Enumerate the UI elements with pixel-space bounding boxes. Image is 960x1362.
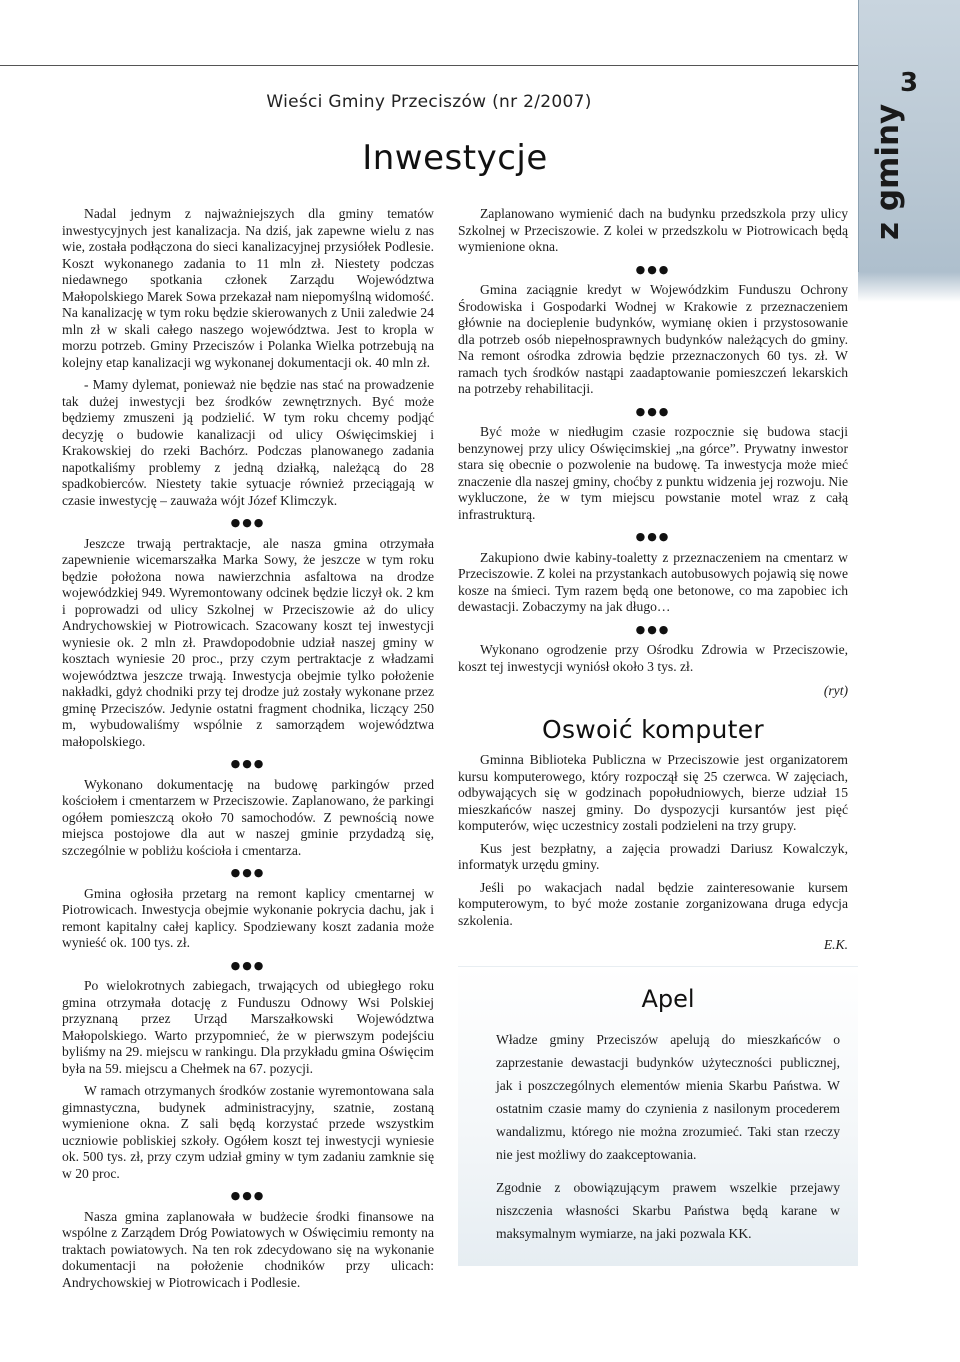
paragraph: Nadal jednym z najważniejszych dla gminy tematów inwestycyjnych jest kanalizacja. Na dziś, jak zapewne wielu z nas wie, została podłączona do sieci kanalizacyjnej przysiółek Podlesie. Koszt wykonanego zadania to 11 mln zł. Niestety podczas niedawnego spotkania członek Zarządu Województwa Małopolskiego Marek Sowa przekazał nam niepomyślną widomość. Na kanalizację w tym roku będzie skierowanych z Unii zaledwie 24 mln zł w skali całego naszego województwa. Jest to kropla w morzu potrzeb. Gminy Przeciszów i Polanka Wielka potrzebują na kolejny etap kanalizacji wg wykonanej dokumentacji ok. 40 mln zł. [62,206,434,370]
side-tab-fade [858,272,960,302]
paragraph: Wykonano ogrodzenie przy Ośrodku Zdrowia w Przeciszowie, koszt tej inwestycji wyniósł około 3 tys. zł. [458,642,848,674]
separator: ●●● [230,958,266,972]
article-title-komputer: Oswoić komputer [542,714,764,744]
separator: ●●● [230,516,266,529]
separator: ●●● [635,262,671,276]
article-title-apel: Apel [641,985,695,1013]
paragraph: Zgodnie z obowiązującym prawem wszelkie przejawy niszczenia własności Skarbu Państwa będą karane w maksymalnym wymiarze, na jaki pozwala KK. [496,1180,840,1241]
separator: ●●● [230,1189,266,1202]
paragraph: Władze gminy Przeciszów apelują do mieszkańców o zaprzestanie dewastacji budynków użyteczności publicznej, jak i poszczególnych elementów mienia Skarbu Państwa. W ostatnim czasie mamy do czynienia z nasilonym procederem wandalizmu, którego nie można zrozumieć. Taki stan rzeczy nie jest możliwy do zaakceptowania. [496,1032,840,1162]
author-signature: E.K. [823,937,848,952]
apel-text [496,1028,840,1255]
paragraph: Jeśli po wakacjach nadal będzie zainteresowanie kursem komputerowym, to być może zostanie zorganizowana druga edycja szkolenia. [458,879,848,928]
paragraph: Nasza gmina zaplanowała w budżecie środki finansowe na wspólne z Zarządem Dróg Powiatowych w Oświęcimiu remonty na traktach powiatowych. Na ten rok zdecydowano się na wykonanie dokumentacji na położenie chodników przy ulicach: Andrychowskiej w Piotrowicach i Podlesie. [62,1208,434,1290]
paragraph: Zakupiono dwie kabiny-toaletty z przeznaczeniem na cmentarz w Przeciszowie. Z kolei na przystankach autobusowych pojawią się nowe kosze na śmieci. Tym razem będą one betonowe, co ma zapobiec ich dewastacji. Zobaczymy na jak długo… [458,549,848,614]
page-number: 3 [899,68,919,98]
paragraph: Być może w niedługim czasie rozpocznie się budowa stacji benzynowej przy ulicy Oświęcimskiej „na górce”. Prywatny inwestor stara się obecnie o pozwolenie na budowę. Ta inwestycja może mieć znaczenie dla naszej gminy, choćby z punktu widzenia jej rozwoju. Nie wykluczone, że w tym miejscu powstanie motel wraz z całą infrastrukturą. [458,424,848,522]
section-side-label: z gminy [870,103,906,240]
separator: ●●● [230,757,266,770]
separator: ●●● [230,866,266,879]
separator: ●●● [635,404,671,418]
separator: ●●● [635,530,671,543]
paragraph: Zaplanowano wymienić dach na budynku przedszkola przy ulicy Szkolnej w Przeciszowie. Z kolei w przedszkolu w Piotrowicach będą wymienione okna. [458,206,848,254]
paragraph: Gmina zaciągnie kredyt w Wojewódzkim Funduszu Ochrony Środowiska i Gospodarki Wodnej w Krakowie z przeznaczeniem głównie na docieplenie budynków, wymianę okien i przystosowanie dla potrzeb osób niepełnosprawnych budynków należących do gminy. Na remont ośrodka zdrowia będzie przeznaczonych 60 tys. zł. W ramach tych środków nastąpi zaadaptowanie pomieszczeń lekarskich na potrzeby rehabilitacji. [458,282,848,396]
paragraph: - Mamy dylemat, ponieważ nie będzie nas stać na prowadzenie tak dużej inwestycji bez środków zewnętrznych. Być może będziemy zmuszeni ją podzielić. W tym roku chcemy podjąć decyzję o budowie kanalizacji od ulicy Oświęcimskiej i Krakowskiej do rzeki Bachórz. Podczas planowanego zadania napotkaliśmy problemy z jedną działką, należącą do 28 spadkobierców. Niestety takie sytuacje również przeciągają w czasie inwestycję – zauważa wójt Józef Klimczyk. [62,377,434,508]
left-column [62,206,434,1297]
running-title: Wieści Gminy Przeciszów (nr 2/2007) [266,92,592,112]
author-signature: (ryt) [823,683,848,698]
paragraph: Wykonano dokumentację na budowę parkingów przed kościołem i cmentarzem w Przeciszowie. Zaplanowano, że parkingi ogółem pomieszczą około 70 samochodów. Z pewnością nowe miejsca postojowe dla aut w naszej gminie przydadzą się, szczególnie w pobliżu kościoła i cmentarza. [62,776,434,858]
paragraph: Jeszcze trwają pertraktacje, ale nasza gmina otrzymała zapewnienie wicemarszałka Marka Sowy, że jeszcze w tym roku będzie położona nowa nawierzchnia asfaltowa na drodze wojewódzkiej 949. Wyremontowany odcinek będzie liczył ok. 2 km i poprowadzi od ulicy Szkolnej w Przeciszowie aż do ulicy Andrychowskiej w Piotrowicach. Szacowany koszt tej inwestycji wyniesie ok. 2 mln zł. Prawdopodobnie udział naszej gminy w kosztach wyniesie 20 proc., przy czym pertraktacje z władzami województwa jeszcze trwają. Inwestycja obejmie tylko położenie nakładki, gdyż chodniki przy tej drodze już zostały wykonane przez gminę Przeciszów. Jedynie ostatni fragment chodnika, liczący 250 m, wybudowaliśmy wspólnie z samorządem województwa małopolskiego. [62,535,434,749]
paragraph: Gmina ogłosiła przetarg na remont kaplicy cmentarnej w Piotrowicach. Inwestycja obejmie wykonanie pokrycia dachu, jak i remont kapitalny całej kaplicy. Spodziewany koszt zadania może wynieść ok. 100 tys. zł. [62,885,434,950]
separator: ●●● [635,622,671,636]
paragraph: Gminna Biblioteka Publiczna w Przeciszowie jest organizatorem kursu komputerowego, który rozpoczął się 25 czerwca. W zajęciach, odbywających się w godzinach popołudniowych, bierze udział 15 mieszkańców naszej gminy. Do dyspozycji kursantów jest pięć komputerów, więc uczestnicy zostali podzieleni na trzy grupy. [458,752,848,833]
page-title: Inwestycje [362,138,548,178]
right-column [458,206,848,960]
paragraph: Po wielokrotnych zabiegach, trwających od ubiegłego roku gmina otrzymała dotację z Funduszu Odnowy Wsi Polskiej przyznaną przez Urząd Marszałkowski Województwa Małopolskiego. Warto przypomnieć, że w pierwszym podejściu byliśmy na 29. miejscu w rankingu. Dla przykładu gmina Oświęcim była na 59. miejscu a Chełmek na 67. pozycji. [62,978,434,1076]
paragraph: Kus jest bezpłatny, a zajęcia prowadzi Dariusz Kowalczyk, informatyk urzędu gminy. [458,840,848,872]
paragraph: W ramach otrzymanych środków zostanie wyremontowana sala gimnastyczna, budynek administracyjny, szatnie, zostaną wymienione okna. Z sali będą korzystać przede wszystkim uczniowie pobliskiej szkoły. Ogółem koszt tej inwestycji wyniesie ok. 500 tys. zł, przy czym udział gminy w tym zadaniu zamknie się w 20 proc. [62,1083,434,1181]
header-rule [0,65,858,66]
